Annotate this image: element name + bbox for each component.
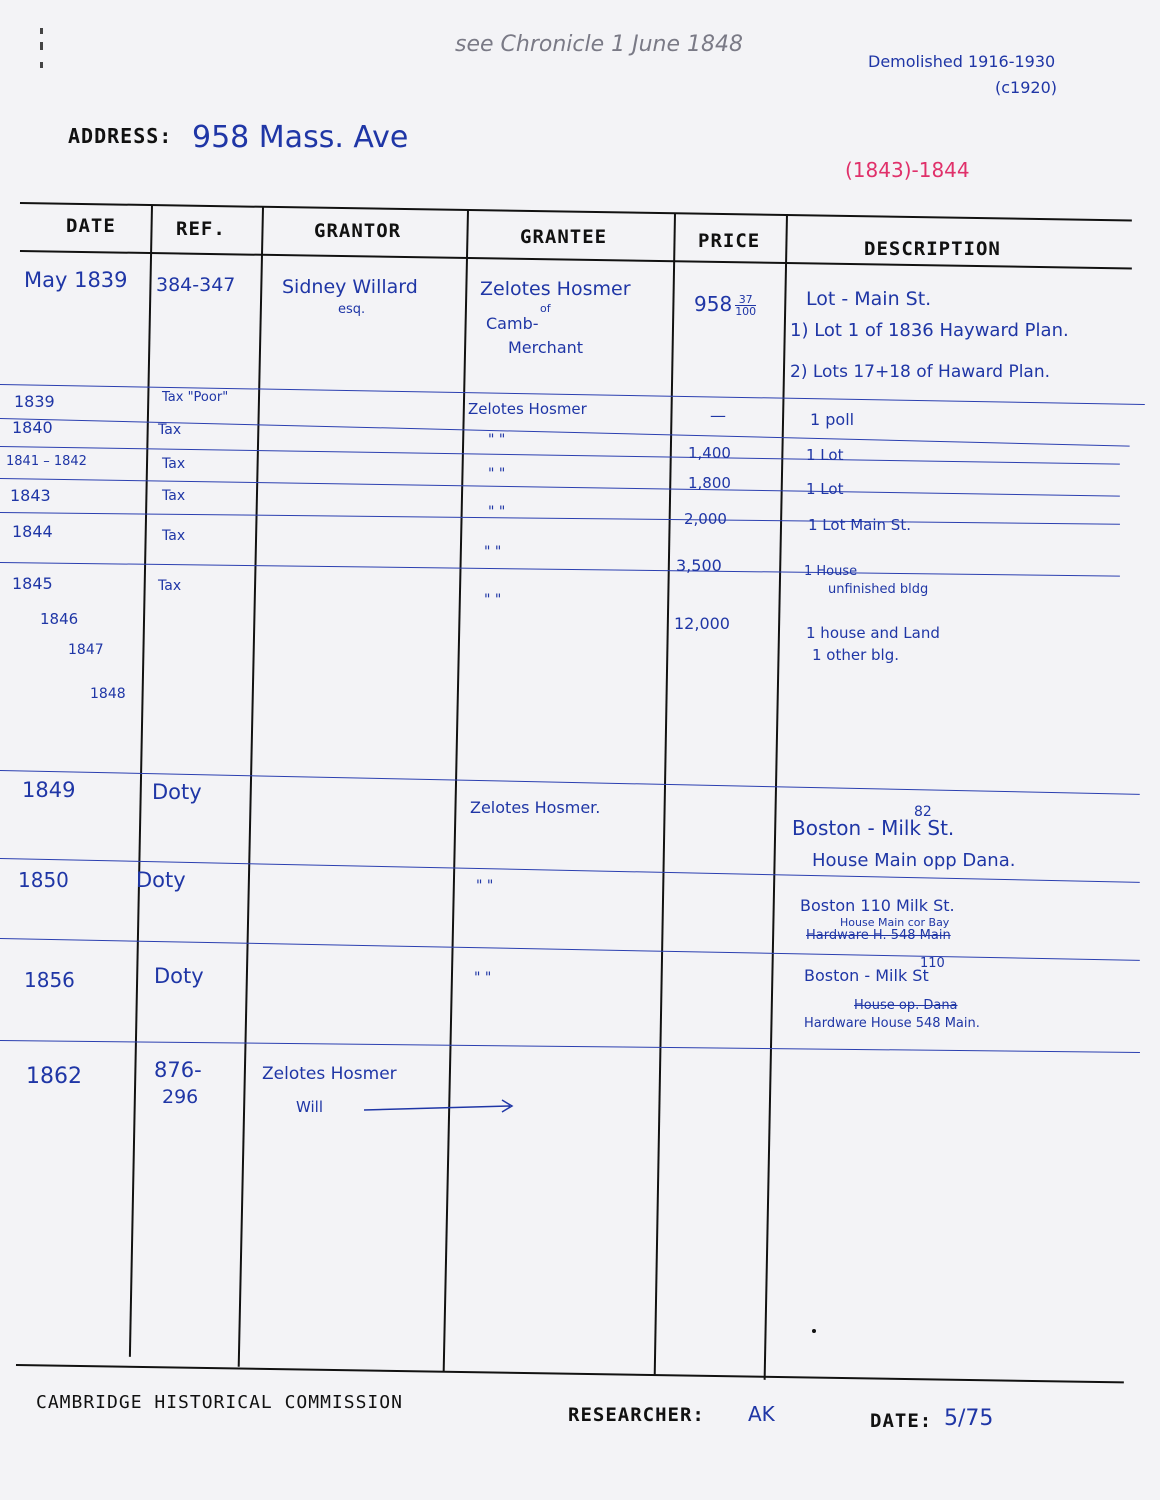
row-rule [0, 512, 1120, 525]
entry-grantor: Zelotes Hosmer [262, 1064, 397, 1084]
entry-ref: Doty [152, 780, 202, 804]
entry-ref: 296 [162, 1086, 199, 1108]
entry-grantor-suffix: esq. [338, 302, 366, 317]
tax-date: 1843 [10, 486, 51, 505]
column-header-grantee: GRANTEE [520, 226, 608, 248]
tax-date: 1841 – 1842 [6, 454, 87, 469]
tax-ref: Tax [162, 528, 186, 544]
tax-date: 1846 [40, 610, 79, 628]
tax-description: 1 Lot [806, 446, 844, 464]
commission-name: CAMBRIDGE HISTORICAL COMMISSION [36, 1392, 403, 1413]
tax-price: 1,800 [688, 474, 731, 492]
entry-date: 1849 [22, 778, 76, 802]
researcher-value: AK [748, 1402, 775, 1426]
column-header-description: DESCRIPTION [864, 238, 1001, 260]
entry-grantee-of: of [540, 302, 551, 315]
entry-grantor: Sidney Willard [282, 276, 418, 298]
row-rule [0, 562, 1120, 577]
ink-dot [812, 1329, 816, 1333]
tax-grantee: " " [488, 432, 506, 448]
entry-description: Boston 110 Milk St. [800, 896, 955, 915]
row-rule [0, 1040, 1140, 1053]
col-divider [443, 210, 469, 1372]
col-divider [654, 213, 676, 1375]
price-fraction [735, 294, 756, 317]
tax-date: 1839 [14, 392, 55, 411]
entry-grantee: " " [476, 878, 494, 894]
tax-price: 2,000 [684, 510, 727, 528]
entry-date: May 1839 [24, 268, 128, 292]
col-divider [764, 214, 788, 1380]
demolished-circa: (c1920) [995, 78, 1057, 97]
entry-description: 1) Lot 1 of 1836 Hayward Plan. [790, 320, 1069, 341]
tax-description: 1 Lot [806, 480, 844, 498]
tax-description: 1 House [804, 564, 858, 579]
entry-ref: 384-347 [156, 274, 236, 296]
entry-grantee-occupation: Merchant [508, 338, 584, 357]
col-divider [129, 205, 153, 1357]
date-range-note: (1843)-1844 [845, 158, 970, 182]
entry-grantor: Will [296, 1098, 324, 1116]
entry-grantee: " " [474, 970, 492, 986]
tax-ref: Tax [158, 422, 182, 438]
price-denominator: 100 [735, 305, 757, 318]
table-bottom-rule [16, 1364, 1124, 1383]
entry-description: Boston - Milk St. [792, 816, 955, 840]
tax-price: 12,000 [674, 614, 730, 633]
tax-description: 1 poll [810, 410, 855, 429]
col-divider [238, 207, 264, 1367]
entry-ref: Doty [154, 964, 204, 988]
tax-ref: Tax [158, 578, 182, 594]
tax-description: 1 Lot Main St. [808, 516, 911, 534]
entry-description: 2) Lots 17+18 of Haward Plan. [790, 362, 1051, 382]
price-whole: 958 [694, 292, 733, 316]
price-numerator: 37 [735, 294, 756, 306]
tax-price: 1,400 [688, 444, 731, 462]
tax-price: — [710, 406, 726, 425]
column-header-date: DATE [66, 215, 116, 237]
entry-price [694, 292, 756, 317]
binder-mark [40, 62, 43, 68]
tax-date: 1840 [12, 418, 53, 437]
tax-ref: Tax [162, 488, 186, 504]
date-label: DATE: [870, 1410, 933, 1432]
address-label: ADDRESS: [68, 124, 173, 148]
entry-description: Boston - Milk St [804, 966, 929, 985]
tax-description: 1 other blg. [812, 646, 900, 664]
entry-description: House Main cor Bay [840, 916, 950, 929]
entry-date: 1850 [18, 868, 69, 892]
column-header-price: PRICE [698, 230, 761, 252]
demolished-note: Demolished 1916-1930 [868, 52, 1056, 71]
tax-date: 1848 [90, 686, 126, 702]
entry-ref: 876- [154, 1058, 202, 1082]
tax-date: 1847 [68, 642, 104, 658]
tax-description: unfinished bldg [828, 582, 929, 597]
address-value: 958 Mass. Ave [192, 120, 409, 155]
entry-description: Lot - Main St. [806, 288, 932, 310]
tax-grantee: " " [484, 544, 502, 560]
entry-description-number: 110 [920, 956, 945, 971]
tax-description: 1 house and Land [806, 624, 940, 642]
entry-description: House Main opp Dana. [812, 850, 1016, 871]
entry-date: 1862 [26, 1064, 82, 1089]
entry-description-number: 82 [914, 804, 932, 820]
binder-mark [40, 42, 43, 50]
tax-ref: Tax "Poor" [162, 390, 229, 405]
tax-grantee: " " [488, 504, 506, 520]
researcher-label: RESEARCHER: [568, 1404, 705, 1426]
tax-date: 1844 [12, 522, 53, 541]
row-rule [0, 938, 1140, 961]
chronicle-note: see Chronicle 1 June 1848 [455, 32, 744, 57]
entry-grantee: Zelotes Hosmer. [470, 798, 601, 817]
date-value: 5/75 [944, 1406, 994, 1431]
column-header-ref: REF. [176, 218, 226, 240]
entry-description: Hardware House 548 Main. [804, 1016, 980, 1031]
tax-grantee: " " [484, 592, 502, 608]
entry-date: 1856 [24, 968, 75, 992]
column-header-grantor: GRANTOR [314, 220, 402, 242]
entry-grantee-place: Camb- [486, 314, 539, 333]
entry-ref: Doty [136, 868, 186, 892]
entry-grantee: Zelotes Hosmer [480, 278, 631, 300]
tax-grantee: Zelotes Hosmer [468, 400, 587, 418]
tax-grantee: " " [488, 466, 506, 482]
binder-mark [40, 28, 43, 34]
entry-description-struck: House op. Dana [854, 998, 958, 1013]
arrow-right-icon [362, 1098, 522, 1118]
tax-date: 1845 [12, 574, 53, 593]
entry-description-struck: Hardware H. 548 Main [806, 928, 951, 943]
tax-price: 3,500 [676, 556, 722, 575]
tax-ref: Tax [162, 456, 186, 472]
